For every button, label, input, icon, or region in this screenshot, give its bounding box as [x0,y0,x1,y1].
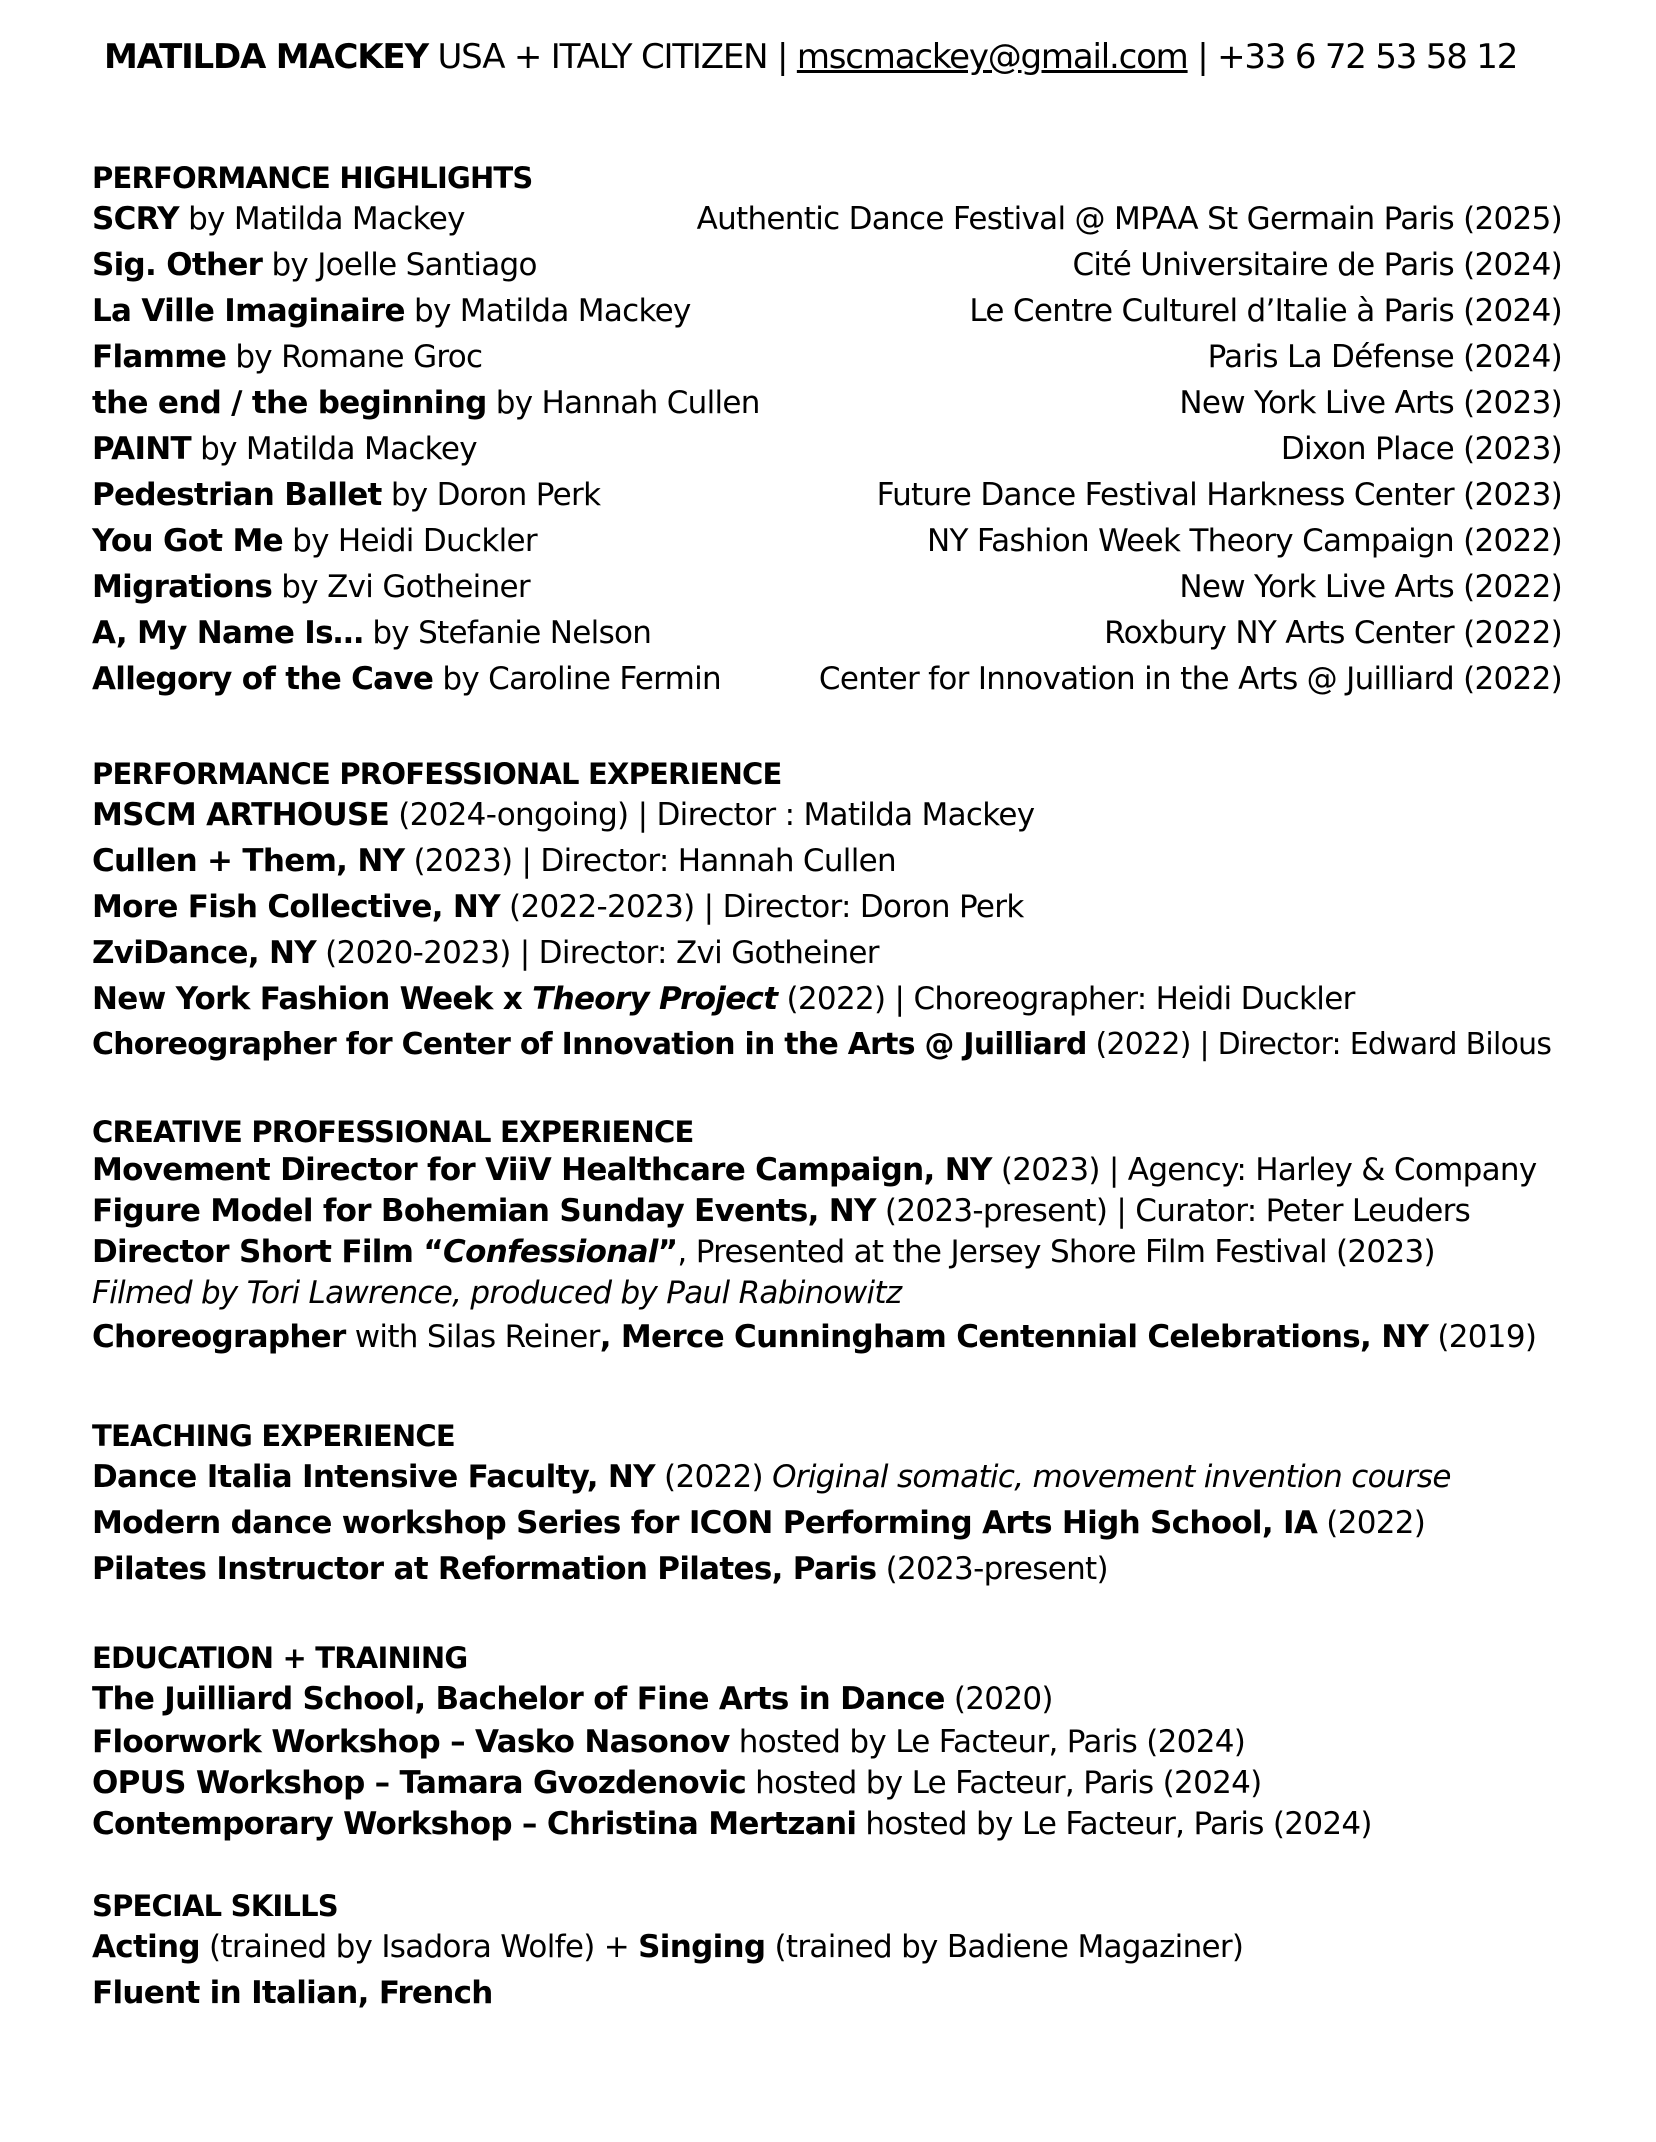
event-name: , Merce Cunningham Centennial Celebrations, NY [599,1319,1429,1355]
collaborator: with Silas Reiner [345,1319,600,1355]
role-title: Choreographer [92,1319,346,1355]
work-venue: Dixon Place (2023) [1280,431,1562,467]
education-line [92,1676,1562,1722]
experience-line [92,1273,1562,1314]
education-line [92,1804,1562,1845]
work-author: by Matilda Mackey [413,293,691,329]
experience-line [92,1232,1562,1273]
work-venue: Paris La Défense (2024) [1207,339,1562,375]
company-name: ZviDance, NY [92,935,316,971]
experience-line [92,1150,1562,1191]
experience-detail: (2024-ongoing) | Director : Matilda Mackey [389,797,1035,833]
highlight-row [92,518,1562,564]
creative-professional-section [92,1114,1562,1360]
work-author: by Romane Groc [235,339,483,375]
teaching-role: Dance Italia Intensive Faculty, NY [92,1459,655,1495]
role-title: Figure Model for Bohemian Sunday Events, NY [92,1193,876,1229]
work-author: by Heidi Duckler [292,523,537,559]
work-venue: Center for Innovation in the Arts @ Juilliard (2022) [818,661,1562,697]
experience-detail: (2019) [1428,1319,1537,1355]
experience-detail: (2022) | Choreographer: Heidi Duckler [777,981,1355,1017]
experience-detail: (2023-present) | Curator: Peter Leuders [875,1193,1471,1229]
highlight-row [92,196,1562,242]
work-title: Migrations [92,569,273,605]
workshop-name: Contemporary Workshop – Christina Mertzani [92,1806,857,1842]
teaching-role: Modern dance workshop Series for ICON Performing Arts High School, IA [92,1505,1318,1541]
teaching-year: (2023-present) [876,1551,1108,1587]
work-title: Allegory of the Cave [92,661,434,697]
work-author: by Hannah Cullen [495,385,760,421]
teaching-year: (2022) [654,1459,773,1495]
highlight-row [92,334,1562,380]
work-author: by Joelle Santiago [271,247,537,283]
education-detail: hosted by Le Facteur, Paris (2024) [729,1724,1246,1760]
separator: | [776,37,788,77]
teaching-line [92,1500,1562,1546]
company-name: Choreographer for Center of Innovation in the Arts @ Juilliard [92,1027,1087,1062]
section-title: CREATIVE PROFESSIONAL EXPERIENCE [92,1115,694,1149]
company-name: MSCM ARTHOUSE [92,797,390,833]
section-title: PERFORMANCE HIGHLIGHTS [92,161,533,195]
teaching-year: (2022) [1317,1505,1426,1541]
company-name: More Fish Collective, NY [92,889,500,925]
work-venue: New York Live Arts (2022) [1179,569,1562,605]
experience-detail: (2023) | Agency: Harley & Company [991,1152,1537,1188]
company-name: New York Fashion Week x [92,981,533,1017]
experience-detail: (2023) | Director: Hannah Cullen [404,843,896,879]
work-venue: Authentic Dance Festival @ MPAA St Germain Paris (2025) [696,201,1562,237]
work-title: Sig. Other [92,247,263,283]
highlight-row [92,564,1562,610]
languages: Fluent in Italian, French [92,1975,493,2011]
experience-detail: (2022) | Director: Edward Bilous [1086,1027,1552,1062]
separator: | [1197,37,1208,77]
highlight-row [92,472,1562,518]
experience-detail: , Presented at the Jersey Shore Film Festival (2023) [677,1234,1435,1270]
performance-highlights-section [92,160,1562,702]
highlight-row [92,242,1562,288]
teaching-line [92,1454,1562,1500]
section-title: TEACHING EXPERIENCE [92,1419,455,1453]
skills-section [92,1888,1562,2016]
section-title: PERFORMANCE PROFESSIONAL EXPERIENCE [92,757,782,791]
education-line [92,1722,1562,1763]
work-author: by Stefanie Nelson [372,615,652,651]
education-section [92,1640,1562,1845]
email-link[interactable]: mscmackey@gmail.com [796,37,1188,77]
phone-number: +33 6 72 53 58 12 [1217,37,1518,77]
experience-line [92,1022,1562,1068]
skill-detail: (trained by Isadora Wolfe) + [199,1929,639,1965]
education-detail: hosted by Le Facteur, Paris (2024) [856,1806,1372,1842]
workshop-name: Floorwork Workshop – Vasko Nasonov [92,1724,730,1760]
teaching-line [92,1546,1562,1592]
school-name: The Juilliard School, Bachelor of Fine Arts in Dance [92,1681,945,1717]
course-description: Original somatic, movement invention course [772,1459,1451,1495]
skill-name: Singing [638,1929,766,1965]
work-author: by Doron Perk [390,477,601,513]
work-author: by Matilda Mackey [188,201,465,237]
experience-line [92,838,1562,884]
experience-line [92,884,1562,930]
experience-line [92,1191,1562,1232]
quote-mark: ” [657,1234,678,1270]
film-title: Confessional [443,1234,658,1270]
education-line [92,1763,1562,1804]
work-title: the end / the beginning [92,385,487,421]
work-venue: NY Fashion Week Theory Campaign (2022) [927,523,1562,559]
candidate-name: MATILDA MACKEY [104,37,428,77]
skill-name: Acting [92,1929,200,1965]
work-venue: Future Dance Festival Harkness Center (2023) [876,477,1562,513]
work-venue: Cité Universitaire de Paris (2024) [1072,247,1562,283]
contact-header [104,34,1564,80]
skill-detail: (trained by Badiene Magaziner) [765,1929,1244,1965]
highlight-row [92,288,1562,334]
skills-line [92,1970,1562,2016]
company-name: Cullen + Them, NY [92,843,405,879]
experience-detail: (2022-2023) | Director: Doron Perk [499,889,1024,925]
highlight-row [92,380,1562,426]
experience-line [92,930,1562,976]
highlight-row [92,426,1562,472]
work-title: SCRY [92,201,179,237]
work-venue: Roxbury NY Arts Center (2022) [1104,615,1562,651]
highlight-row [92,610,1562,656]
work-venue: New York Live Arts (2023) [1179,385,1562,421]
work-title: A, My Name Is… [92,615,364,651]
role-title: Movement Director for ViiV Healthcare Campaign, NY [92,1152,992,1188]
education-detail: (2020) [944,1681,1053,1717]
experience-line [92,792,1562,838]
work-title: Flamme [92,339,227,375]
work-title: PAINT [92,431,191,467]
highlight-row [92,656,1562,702]
work-venue: Le Centre Culturel d’Italie à Paris (2024) [969,293,1562,329]
experience-line [92,1314,1562,1360]
section-title: EDUCATION + TRAINING [92,1641,468,1675]
work-author: by Matilda Mackey [200,431,477,467]
section-title: SPECIAL SKILLS [92,1889,338,1923]
citizenship: USA + ITALY CITIZEN [437,37,768,77]
work-title: You Got Me [92,523,283,559]
work-title: Pedestrian Ballet [92,477,382,513]
performance-professional-section [92,756,1562,1068]
work-title: La Ville Imaginaire [92,293,405,329]
film-credits: Filmed by Tori Lawrence, produced by Paul Rabinowitz [92,1275,902,1311]
role-title: Director Short Film “ [92,1234,444,1270]
skills-line [92,1924,1562,1970]
experience-detail: (2020-2023) | Director: Zvi Gotheiner [316,935,879,971]
work-author: by Caroline Fermin [442,661,722,697]
project-title: Theory Project [532,981,778,1017]
teaching-role: Pilates Instructor at Reformation Pilates, Paris [92,1551,877,1587]
experience-line [92,976,1562,1022]
work-author: by Zvi Gotheiner [281,569,530,605]
teaching-section [92,1418,1562,1592]
workshop-name: OPUS Workshop – Tamara Gvozdenovic [92,1765,747,1801]
education-detail: hosted by Le Facteur, Paris (2024) [746,1765,1262,1801]
